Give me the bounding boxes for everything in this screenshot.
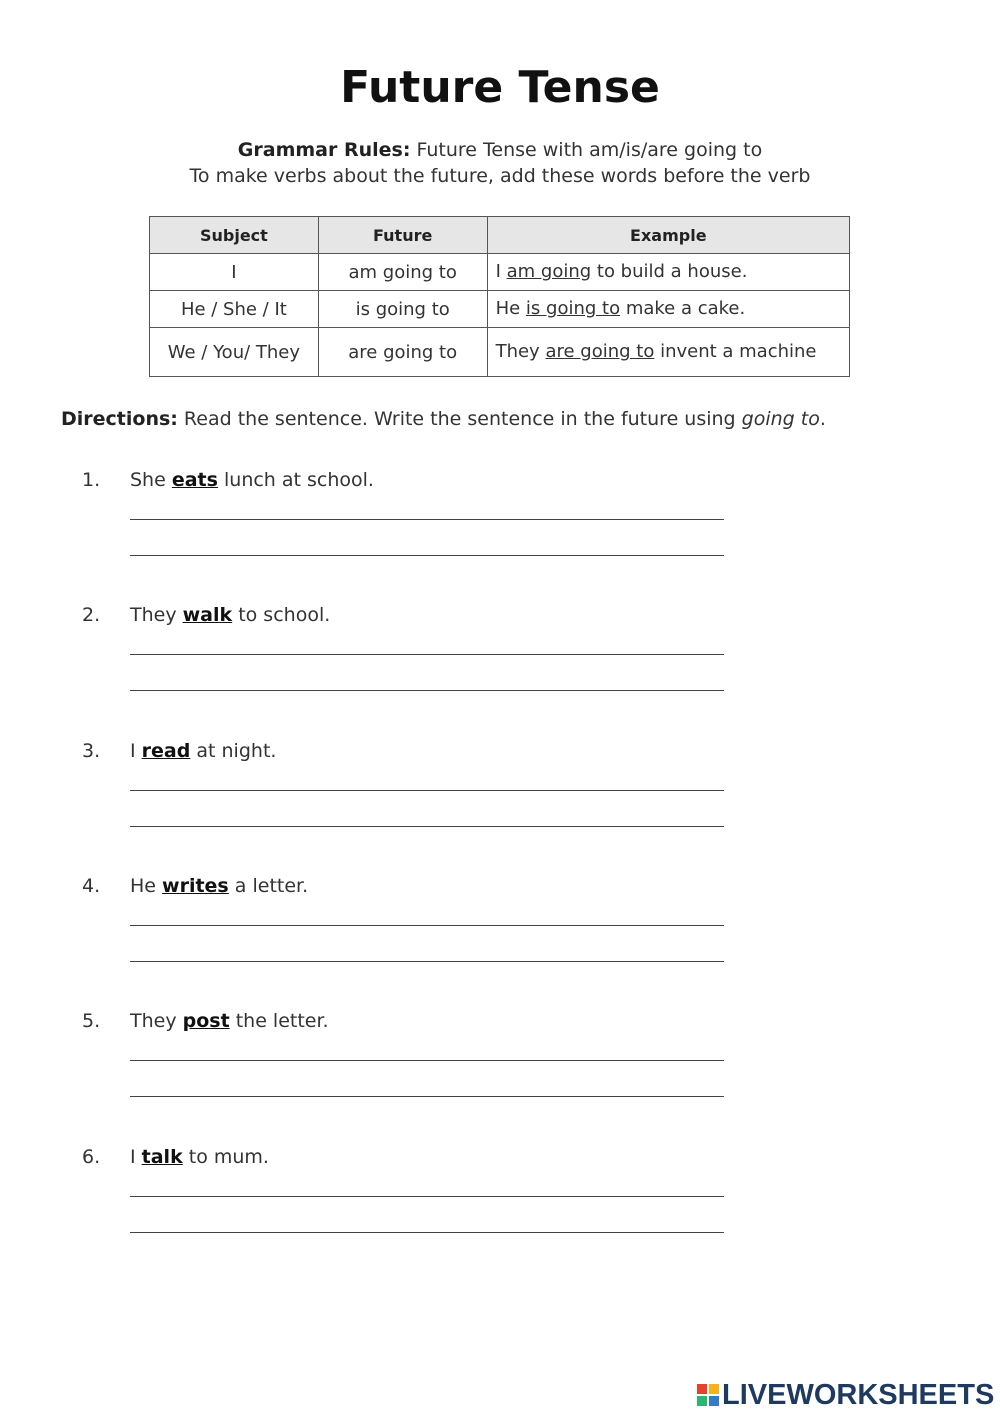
question-5 bbox=[0, 1010, 1000, 1130]
logo-square bbox=[709, 1396, 719, 1406]
answer-line[interactable] bbox=[130, 1196, 724, 1197]
question-number: 4. bbox=[82, 875, 101, 897]
sentence-post: at night. bbox=[190, 740, 277, 762]
table-row bbox=[150, 291, 850, 328]
question-number: 3. bbox=[82, 740, 101, 762]
example-pre: I bbox=[495, 261, 507, 282]
question-1 bbox=[0, 469, 1000, 589]
directions-text: Read the sentence. Write the sentence in the future using bbox=[177, 408, 742, 430]
sentence-pre: I bbox=[130, 740, 142, 762]
cell-example bbox=[487, 254, 849, 291]
question-verb: read bbox=[141, 740, 191, 762]
directions-end: . bbox=[819, 408, 826, 430]
table-header-row bbox=[150, 217, 850, 254]
example-pre: He bbox=[495, 298, 526, 319]
answer-line[interactable] bbox=[130, 1232, 724, 1233]
sentence-post: to school. bbox=[232, 604, 331, 626]
sentence-pre: I bbox=[130, 1146, 142, 1168]
question-verb: talk bbox=[141, 1146, 183, 1168]
sentence-post: to mum. bbox=[182, 1146, 269, 1168]
cell-subject: I bbox=[150, 254, 319, 291]
question-4 bbox=[0, 875, 1000, 995]
question-3 bbox=[0, 740, 1000, 860]
question-verb: writes bbox=[162, 875, 229, 897]
question-number: 6. bbox=[82, 1146, 101, 1168]
question-6 bbox=[0, 1146, 1000, 1266]
logo-square bbox=[697, 1384, 707, 1394]
header-subject: Subject bbox=[150, 217, 319, 254]
question-verb: walk bbox=[182, 604, 233, 626]
answer-line[interactable] bbox=[130, 555, 724, 556]
sentence-pre: She bbox=[130, 469, 172, 491]
sentence-post: a letter. bbox=[228, 875, 309, 897]
cell-example bbox=[487, 291, 849, 328]
answer-line[interactable] bbox=[130, 519, 724, 520]
cell-subject: He / She / It bbox=[150, 291, 319, 328]
cell-future: are going to bbox=[318, 328, 487, 377]
grammar-rules-line2: To make verbs about the future, add these words before the verb bbox=[189, 165, 811, 187]
question-number: 2. bbox=[82, 604, 101, 626]
question-sentence bbox=[130, 469, 374, 491]
example-underlined: am going bbox=[506, 261, 592, 282]
table-row bbox=[150, 254, 850, 291]
cell-example bbox=[487, 328, 849, 377]
question-sentence bbox=[130, 1010, 329, 1032]
logo-text: LIVEWORKSHEETS bbox=[722, 1378, 995, 1411]
question-2 bbox=[0, 604, 1000, 724]
example-pre: They bbox=[495, 341, 546, 362]
question-sentence bbox=[130, 875, 308, 897]
question-number: 1. bbox=[82, 469, 101, 491]
grammar-table bbox=[149, 216, 850, 377]
question-verb: eats bbox=[171, 469, 218, 491]
directions-emphasis: going to bbox=[741, 408, 820, 430]
example-post: make a cake. bbox=[620, 298, 746, 319]
example-underlined: are going to bbox=[545, 341, 655, 362]
example-post: invent a machine bbox=[654, 341, 817, 362]
question-sentence bbox=[130, 1146, 269, 1168]
question-number: 5. bbox=[82, 1010, 101, 1032]
example-post: to build a house. bbox=[591, 261, 748, 282]
question-sentence bbox=[130, 740, 276, 762]
example-underlined: is going to bbox=[525, 298, 621, 319]
logo-square bbox=[697, 1396, 707, 1406]
answer-line[interactable] bbox=[130, 826, 724, 827]
header-example: Example bbox=[487, 217, 849, 254]
sentence-pre: He bbox=[130, 875, 163, 897]
liveworksheets-logo[interactable] bbox=[697, 1377, 994, 1413]
grammar-rules bbox=[0, 137, 1000, 189]
answer-line[interactable] bbox=[130, 654, 724, 655]
cell-future: is going to bbox=[318, 291, 487, 328]
grammar-rules-label: Grammar Rules: bbox=[237, 139, 411, 161]
logo-mark-icon bbox=[697, 1384, 719, 1406]
sentence-pre: They bbox=[130, 604, 183, 626]
directions-label: Directions: bbox=[61, 408, 178, 430]
answer-line[interactable] bbox=[130, 961, 724, 962]
answer-line[interactable] bbox=[130, 690, 724, 691]
directions bbox=[61, 408, 826, 430]
sentence-pre: They bbox=[130, 1010, 183, 1032]
logo-square bbox=[709, 1384, 719, 1394]
sentence-post: the letter. bbox=[229, 1010, 329, 1032]
answer-line[interactable] bbox=[130, 790, 724, 791]
question-verb: post bbox=[182, 1010, 230, 1032]
cell-future: am going to bbox=[318, 254, 487, 291]
answer-line[interactable] bbox=[130, 1096, 724, 1097]
grammar-rules-text: Future Tense with am/is/are going to bbox=[410, 139, 763, 161]
table-row bbox=[150, 328, 850, 377]
answer-line[interactable] bbox=[130, 925, 724, 926]
sentence-post: lunch at school. bbox=[217, 469, 374, 491]
page-title: Future Tense bbox=[340, 62, 660, 113]
answer-line[interactable] bbox=[130, 1060, 724, 1061]
header-future: Future bbox=[318, 217, 487, 254]
cell-subject: We / You/ They bbox=[150, 328, 319, 377]
question-sentence bbox=[130, 604, 330, 626]
